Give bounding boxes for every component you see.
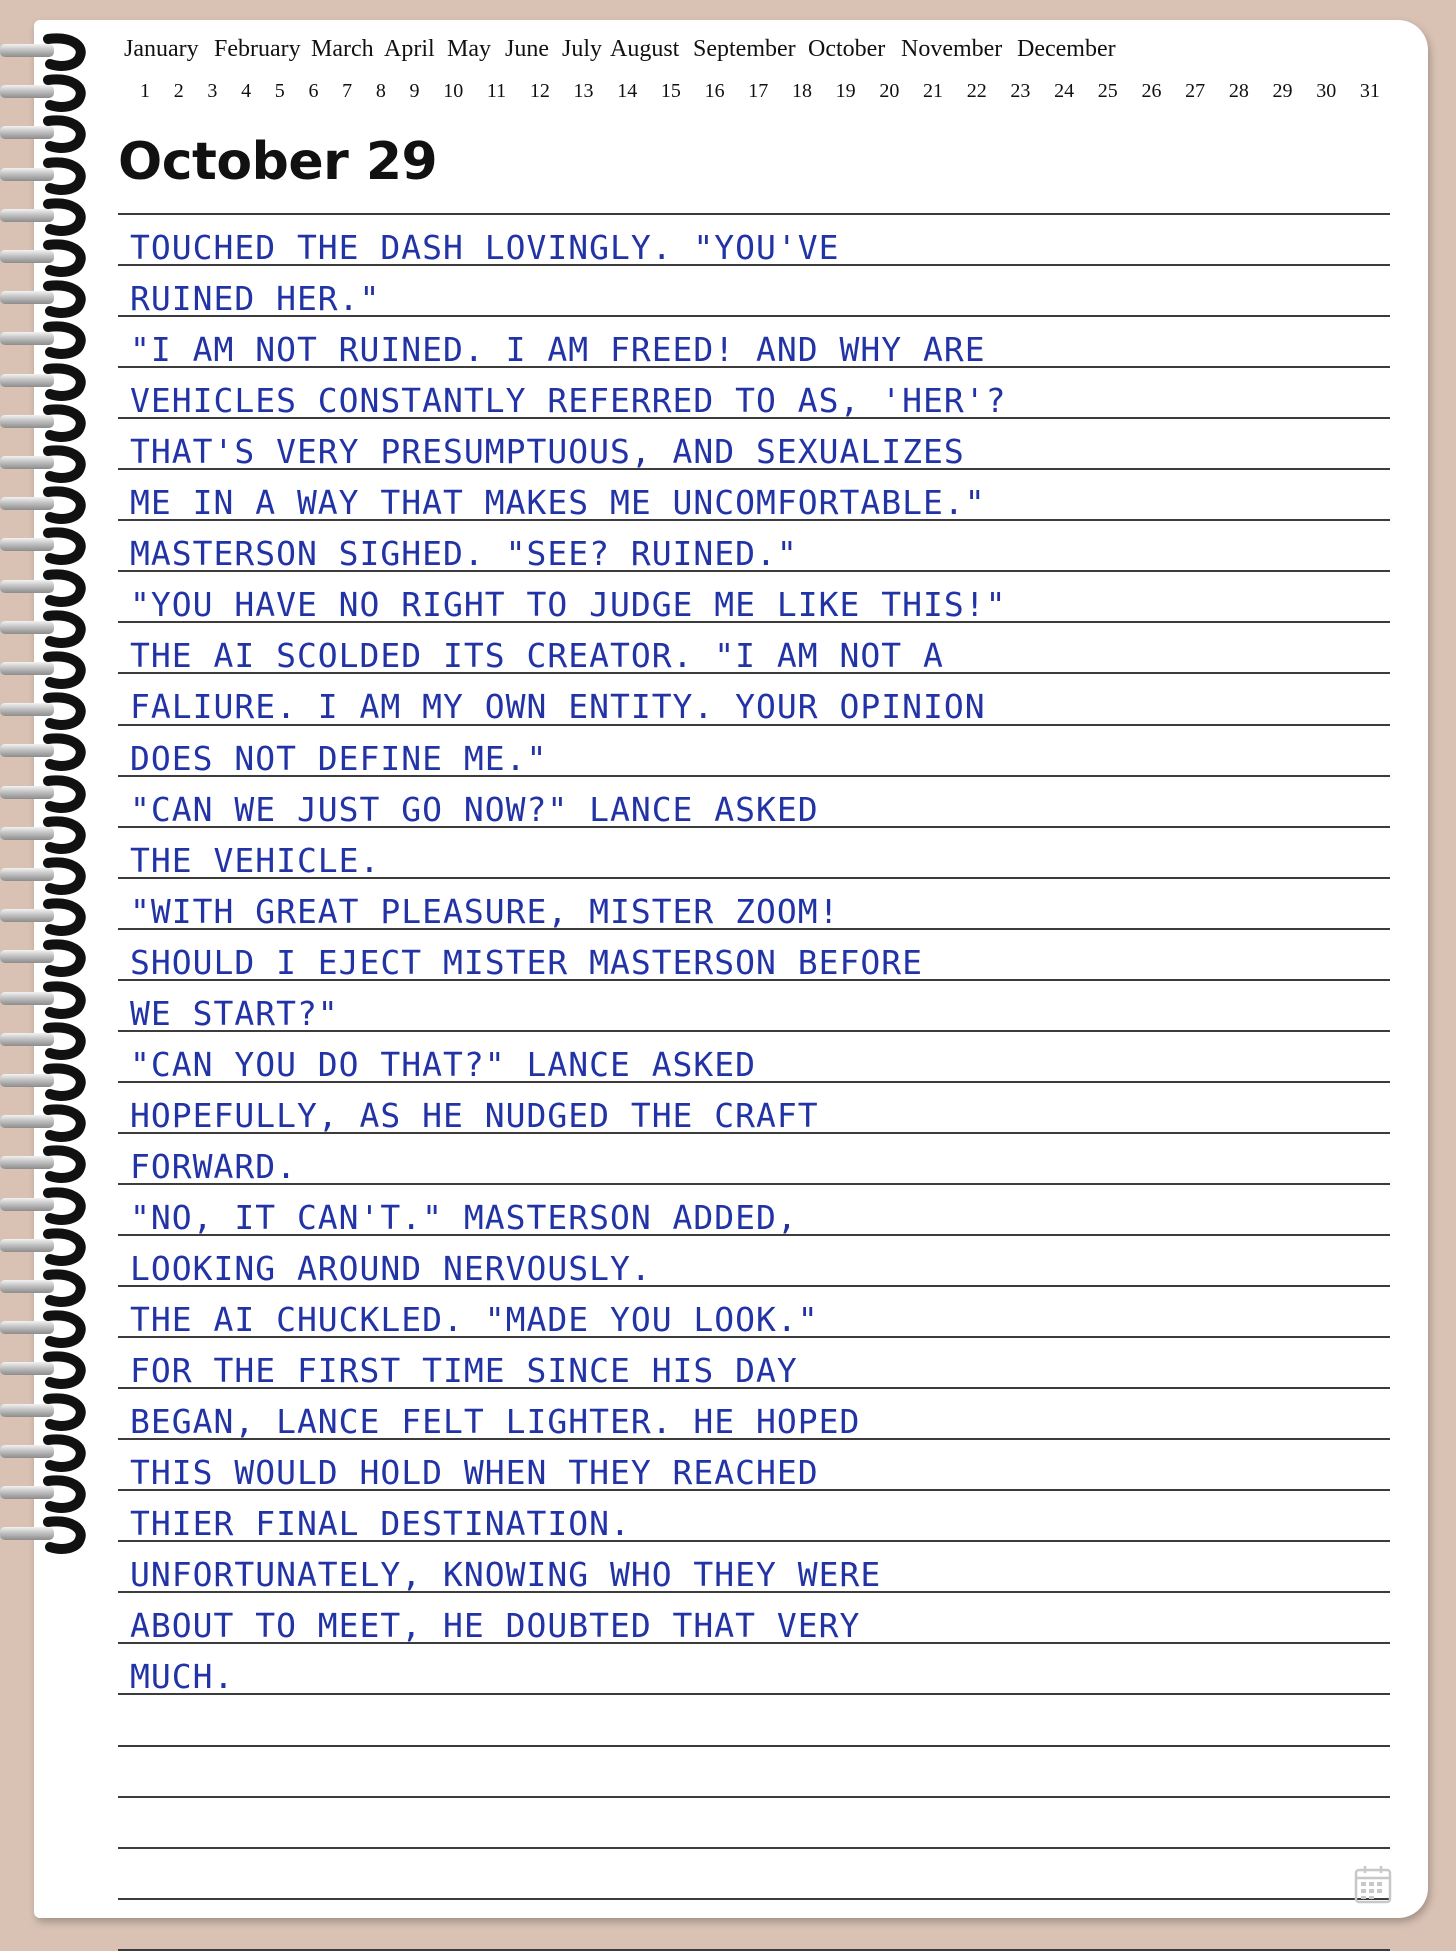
handwritten-line: "CAN YOU DO THAT?" LANCE ASKED [130, 1044, 757, 1084]
page-title: October 29 [118, 132, 438, 192]
ruled-line [118, 1898, 1390, 1900]
handwritten-line: UNFORTUNATELY, KNOWING WHO THEY WERE [130, 1555, 882, 1595]
spiral-ring-icon [0, 813, 86, 857]
spiral-ring-icon [0, 936, 86, 980]
spiral-ring-icon [0, 854, 86, 898]
month-july[interactable]: July [562, 36, 603, 62]
spiral-ring-icon [0, 401, 86, 445]
spiral-ring-icon [0, 1390, 86, 1434]
day-25[interactable]: 25 [1097, 80, 1118, 102]
spiral-ring-icon [0, 1513, 86, 1557]
spiral-ring-icon [0, 1472, 86, 1516]
handwritten-line: "CAN WE JUST GO NOW?" LANCE ASKED [130, 789, 819, 829]
spiral-ring-icon [0, 30, 86, 74]
day-1[interactable]: 1 [140, 80, 150, 102]
day-14[interactable]: 14 [617, 80, 638, 102]
day-30[interactable]: 30 [1316, 80, 1337, 102]
calendar-icon[interactable] [1354, 1864, 1392, 1904]
day-2[interactable]: 2 [173, 80, 184, 102]
spiral-ring-icon [0, 1348, 86, 1392]
day-8[interactable]: 8 [375, 80, 386, 102]
handwritten-line: FORWARD. [130, 1146, 297, 1186]
spiral-ring-icon [0, 1431, 86, 1475]
handwritten-line: "YOU HAVE NO RIGHT TO JUDGE ME LIKE THIS!" [130, 585, 1007, 625]
spiral-ring-icon [0, 1266, 86, 1310]
month-august[interactable]: August [610, 36, 680, 62]
spiral-ring-icon [0, 483, 86, 527]
month-november[interactable]: November [901, 36, 1003, 62]
ruled-line [118, 1745, 1390, 1747]
handwritten-line: FOR THE FIRST TIME SINCE HIS DAY [130, 1351, 798, 1391]
handwritten-line: THIER FINAL DESTINATION. [130, 1504, 631, 1544]
handwritten-line: THIS WOULD HOLD WHEN THEY REACHED [130, 1453, 819, 1493]
day-23[interactable]: 23 [1010, 80, 1031, 102]
spiral-ring-icon [0, 1307, 86, 1351]
spiral-ring-icon [0, 1225, 86, 1269]
handwritten-line: HOPEFULLY, AS HE NUDGED THE CRAFT [130, 1095, 819, 1135]
day-22[interactable]: 22 [966, 80, 987, 102]
day-19[interactable]: 19 [835, 80, 856, 102]
ruled-line [118, 1796, 1390, 1798]
day-9[interactable]: 9 [409, 80, 420, 102]
day-12[interactable]: 12 [529, 80, 550, 102]
day-15[interactable]: 15 [660, 80, 681, 102]
spiral-ring-icon [0, 1142, 86, 1186]
handwritten-line: SHOULD I EJECT MISTER MASTERSON BEFORE [130, 942, 923, 982]
month-december[interactable]: December [1017, 36, 1116, 62]
handwritten-line: "NO, IT CAN'T." MASTERSON ADDED, [130, 1197, 798, 1237]
spiral-ring-icon [0, 1184, 86, 1228]
handwritten-line: THE AI SCOLDED ITS CREATOR. "I AM NOT A [130, 636, 944, 676]
day-21[interactable]: 21 [923, 80, 944, 102]
spiral-ring-icon [0, 360, 86, 404]
month-february[interactable]: February [214, 36, 301, 62]
day-18[interactable]: 18 [791, 80, 812, 102]
month-selector [124, 36, 1424, 63]
handwritten-line: "WITH GREAT PLEASURE, MISTER ZOOM! [130, 891, 840, 931]
month-june[interactable]: June [505, 36, 549, 62]
day-26[interactable]: 26 [1141, 80, 1162, 102]
ruled-line [118, 1847, 1390, 1849]
spiral-ring-icon [0, 978, 86, 1022]
month-september[interactable]: September [693, 36, 796, 62]
day-11[interactable]: 11 [486, 80, 507, 102]
day-selector [140, 80, 1380, 103]
spiral-ring-icon [0, 112, 86, 156]
day-7[interactable]: 7 [342, 80, 353, 102]
day-3[interactable]: 3 [207, 80, 218, 102]
handwritten-line: ME IN A WAY THAT MAKES ME UNCOMFORTABLE." [130, 483, 986, 523]
month-april[interactable]: April [384, 36, 435, 62]
day-4[interactable]: 4 [241, 80, 252, 102]
day-24[interactable]: 24 [1054, 80, 1075, 102]
spiral-ring-icon [0, 607, 86, 651]
spiral-ring-icon [0, 318, 86, 362]
handwritten-line: LOOKING AROUND NERVOUSLY. [130, 1249, 652, 1288]
handwritten-line: TOUCHED THE DASH LOVINGLY. "YOU'VE [130, 228, 840, 267]
ruled-line [118, 213, 1390, 215]
spiral-ring-icon [0, 730, 86, 774]
handwritten-line: RUINED HER." [130, 279, 381, 319]
ruled-line [118, 1949, 1390, 1951]
handwritten-line: DOES NOT DEFINE ME." [130, 738, 548, 778]
day-20[interactable]: 20 [879, 80, 900, 102]
spiral-ring-icon [0, 772, 86, 816]
month-october[interactable]: October [808, 36, 886, 62]
spiral-ring-icon [0, 524, 86, 568]
spiral-ring-icon [0, 1019, 86, 1063]
handwritten-line: THE VEHICLE. [130, 840, 381, 880]
spiral-ring-icon [0, 71, 86, 115]
handwritten-line: ABOUT TO MEET, HE DOUBTED THAT VERY [130, 1606, 861, 1646]
spiral-ring-icon [0, 1060, 86, 1104]
day-28[interactable]: 28 [1228, 80, 1249, 102]
spiral-ring-icon [0, 648, 86, 692]
handwritten-line: WE START?" [130, 993, 339, 1033]
handwritten-line: "I AM NOT RUINED. I AM FREED! AND WHY ARE [130, 330, 986, 370]
day-10[interactable]: 10 [443, 80, 464, 102]
handwritten-line: MASTERSON SIGHED. "SEE? RUINED." [130, 534, 798, 574]
spiral-ring-icon [0, 154, 86, 198]
spiral-ring-icon [0, 277, 86, 321]
day-5[interactable]: 5 [274, 80, 285, 102]
day-31[interactable]: 31 [1359, 80, 1380, 102]
handwritten-line: FALIURE. I AM MY OWN ENTITY. YOUR OPINION [130, 687, 986, 727]
spiral-ring-icon [0, 689, 86, 733]
spiral-ring-icon [0, 442, 86, 486]
spiral-ring-icon [0, 566, 86, 610]
handwritten-line: THE AI CHUCKLED. "MADE YOU LOOK." [130, 1300, 819, 1340]
day-17[interactable]: 17 [748, 80, 769, 102]
spiral-ring-icon [0, 1101, 86, 1145]
month-january[interactable]: January [124, 36, 199, 62]
day-16[interactable]: 16 [704, 80, 725, 102]
handwritten-line: THAT'S VERY PRESUMPTUOUS, AND SEXUALIZES [130, 432, 965, 472]
spiral-ring-icon [0, 895, 86, 939]
handwritten-line: VEHICLES CONSTANTLY REFERRED TO AS, 'HER'? [130, 381, 1007, 421]
spiral-ring-icon [0, 236, 86, 280]
day-29[interactable]: 29 [1272, 80, 1293, 102]
day-27[interactable]: 27 [1185, 80, 1206, 102]
month-may[interactable]: May [447, 36, 491, 62]
month-march[interactable]: March [311, 36, 374, 62]
handwritten-line: BEGAN, LANCE FELT LIGHTER. HE HOPED [130, 1402, 861, 1442]
spiral-ring-icon [0, 195, 86, 239]
day-6[interactable]: 6 [308, 80, 319, 102]
day-13[interactable]: 13 [573, 80, 594, 102]
handwritten-line: MUCH. [130, 1657, 235, 1697]
